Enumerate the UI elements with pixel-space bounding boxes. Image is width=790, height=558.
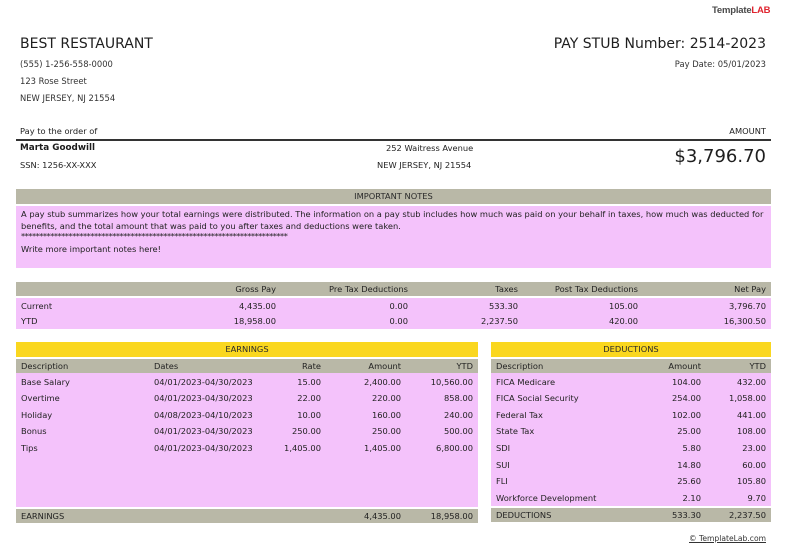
- summary-cell: 420.00: [523, 313, 643, 329]
- earnings-cell: 10,560.00: [406, 373, 478, 390]
- payee-street: 252 Waitress Avenue: [386, 143, 474, 153]
- deductions-cell: Federal Tax: [491, 406, 641, 423]
- earnings-header-row: [16, 358, 478, 373]
- pay-summary-table: [16, 282, 771, 329]
- summary-header-taxes: Taxes: [413, 282, 523, 297]
- earnings-cell: 04/01/2023-04/30/2023: [149, 373, 279, 390]
- deductions-table: [491, 357, 771, 522]
- summary-cell: 533.30: [413, 297, 523, 313]
- earnings-cell: 1,405.00: [326, 440, 406, 457]
- earnings-row: [16, 406, 478, 423]
- deductions-cell: State Tax: [491, 423, 641, 440]
- summary-cell: 4,435.00: [136, 297, 281, 313]
- earnings-cell: 250.00: [326, 423, 406, 440]
- deductions-cell: 2.10: [641, 490, 706, 507]
- deductions-title: DEDUCTIONS: [491, 342, 771, 357]
- earnings-total-ytd: 18,958.00: [406, 508, 478, 523]
- earnings-header-amount: Amount: [326, 358, 406, 373]
- deductions-row: [491, 456, 771, 473]
- payee-name: Marta Goodwill: [20, 143, 96, 153]
- deductions-row: [491, 490, 771, 507]
- deductions-cell: 5.80: [641, 440, 706, 457]
- earnings-table: [16, 357, 478, 523]
- summary-cell: YTD: [16, 313, 136, 329]
- deductions-cell: 14.80: [641, 456, 706, 473]
- earnings-section: [16, 342, 478, 523]
- summary-header-row: [16, 282, 771, 297]
- summary-header-blank: [16, 282, 136, 297]
- deductions-cell: 104.00: [641, 373, 706, 390]
- pay-stub-number: PAY STUB Number: 2514-2023: [553, 36, 766, 52]
- deductions-section: [491, 342, 771, 522]
- notes-stars: *************************************************************************: [21, 231, 288, 241]
- summary-cell: 3,796.70: [643, 297, 771, 313]
- earnings-title: EARNINGS: [16, 342, 478, 357]
- deductions-cell: SDI: [491, 440, 641, 457]
- earnings-empty-area: [16, 456, 478, 508]
- deductions-total-amount: 533.30: [641, 507, 706, 522]
- company-street: 123 Rose Street: [20, 76, 87, 86]
- deductions-row: [491, 373, 771, 390]
- earnings-cell: 220.00: [326, 390, 406, 407]
- earnings-cell: 240.00: [406, 406, 478, 423]
- summary-cell: 105.00: [523, 297, 643, 313]
- earnings-cell: Overtime: [16, 390, 149, 407]
- summary-cell: 16,300.50: [643, 313, 771, 329]
- notes-line-2: benefits, and the total amount that was paid to you after taxes and deductions were taken.: [21, 220, 401, 231]
- templatelab-logo: [712, 5, 770, 16]
- earnings-total-row: [16, 508, 478, 523]
- deductions-header-amount: Amount: [641, 358, 706, 373]
- earnings-cell: 22.00: [279, 390, 326, 407]
- earnings-header-dates: Dates: [149, 358, 279, 373]
- deductions-header-ytd: YTD: [706, 358, 771, 373]
- logo-text-lab: LAB: [751, 5, 771, 16]
- earnings-cell: 1,405.00: [279, 440, 326, 457]
- pay-date: Pay Date: 05/01/2023: [674, 59, 766, 69]
- earnings-filler: [16, 456, 478, 508]
- earnings-cell: 04/01/2023-04/30/2023: [149, 423, 279, 440]
- notes-line-1: A pay stub summarizes how your total earnings were distributed. The information on a pay stub includes how much was paid on your behalf in taxes, how much was deducted for: [21, 209, 764, 219]
- earnings-cell: 500.00: [406, 423, 478, 440]
- deductions-cell: 9.70: [706, 490, 771, 507]
- important-notes-title: IMPORTANT NOTES: [16, 189, 771, 204]
- amount-label: AMOUNT: [729, 126, 766, 136]
- templatelab-copyright-link[interactable]: © TemplateLab.com: [689, 534, 766, 543]
- deductions-cell: 441.00: [706, 406, 771, 423]
- company-phone: (555) 1-256-558-0000: [20, 59, 113, 69]
- deductions-cell: 254.00: [641, 390, 706, 407]
- earnings-cell: 160.00: [326, 406, 406, 423]
- deductions-cell: 1,058.00: [706, 390, 771, 407]
- deductions-total-ytd: 2,237.50: [706, 507, 771, 522]
- earnings-cell: Bonus: [16, 423, 149, 440]
- earnings-row: [16, 373, 478, 390]
- earnings-row: [16, 390, 478, 407]
- earnings-header-rate: Rate: [279, 358, 326, 373]
- earnings-total-label: EARNINGS: [16, 508, 326, 523]
- earnings-cell: 858.00: [406, 390, 478, 407]
- summary-header-post-tax: Post Tax Deductions: [523, 282, 643, 297]
- deductions-cell: 25.00: [641, 423, 706, 440]
- earnings-cell: 04/08/2023-04/10/2023: [149, 406, 279, 423]
- summary-cell: 2,237.50: [413, 313, 523, 329]
- summary-cell: 0.00: [281, 313, 413, 329]
- deductions-cell: FLI: [491, 473, 641, 490]
- notes-line-3: Write more important notes here!: [21, 244, 161, 254]
- summary-header-gross-pay: Gross Pay: [136, 282, 281, 297]
- earnings-cell: 10.00: [279, 406, 326, 423]
- deductions-cell: 60.00: [706, 456, 771, 473]
- important-notes-section: [16, 189, 771, 268]
- earnings-header-ytd: YTD: [406, 358, 478, 373]
- payee-city: NEW JERSEY, NJ 21554: [377, 160, 472, 170]
- summary-row-current: [16, 297, 771, 313]
- deductions-cell: 105.80: [706, 473, 771, 490]
- deductions-row: [491, 423, 771, 440]
- company-city: NEW JERSEY, NJ 21554: [20, 93, 116, 103]
- deductions-row: [491, 473, 771, 490]
- earnings-cell: 250.00: [279, 423, 326, 440]
- summary-row-ytd: [16, 313, 771, 329]
- deductions-cell: Workforce Development: [491, 490, 641, 507]
- payee-ssn: SSN: 1256-XX-XXX: [20, 160, 97, 170]
- deductions-cell: FICA Medicare: [491, 373, 641, 390]
- deductions-total-label: DEDUCTIONS: [491, 507, 641, 522]
- summary-cell: Current: [16, 297, 136, 313]
- earnings-cell: 2,400.00: [326, 373, 406, 390]
- earnings-cell: Base Salary: [16, 373, 149, 390]
- payee-divider: [16, 139, 771, 141]
- company-name: BEST RESTAURANT: [20, 36, 153, 52]
- summary-header-pre-tax: Pre Tax Deductions: [281, 282, 413, 297]
- logo-text-template: Template: [712, 5, 752, 16]
- earnings-header-description: Description: [16, 358, 149, 373]
- deductions-cell: 432.00: [706, 373, 771, 390]
- pay-to-label: Pay to the order of: [20, 126, 98, 136]
- summary-cell: 0.00: [281, 297, 413, 313]
- summary-header-net-pay: Net Pay: [643, 282, 771, 297]
- earnings-total-amount: 4,435.00: [326, 508, 406, 523]
- net-pay-amount: $3,796.70: [674, 146, 766, 167]
- summary-cell: 18,958.00: [136, 313, 281, 329]
- earnings-row: [16, 440, 478, 457]
- deductions-row: [491, 406, 771, 423]
- earnings-row: [16, 423, 478, 440]
- deductions-total-row: [491, 507, 771, 522]
- deductions-header-description: Description: [491, 358, 641, 373]
- deductions-cell: 102.00: [641, 406, 706, 423]
- deductions-cell: 25.60: [641, 473, 706, 490]
- earnings-cell: Tips: [16, 440, 149, 457]
- deductions-cell: 108.00: [706, 423, 771, 440]
- important-notes-body: [16, 204, 771, 268]
- deductions-row: [491, 390, 771, 407]
- earnings-cell: 04/01/2023-04/30/2023: [149, 390, 279, 407]
- earnings-cell: 6,800.00: [406, 440, 478, 457]
- deductions-cell: 23.00: [706, 440, 771, 457]
- earnings-cell: 04/01/2023-04/30/2023: [149, 440, 279, 457]
- earnings-cell: Holiday: [16, 406, 149, 423]
- deductions-row: [491, 440, 771, 457]
- deductions-header-row: [491, 358, 771, 373]
- deductions-cell: FICA Social Security: [491, 390, 641, 407]
- deductions-cell: SUI: [491, 456, 641, 473]
- earnings-cell: 15.00: [279, 373, 326, 390]
